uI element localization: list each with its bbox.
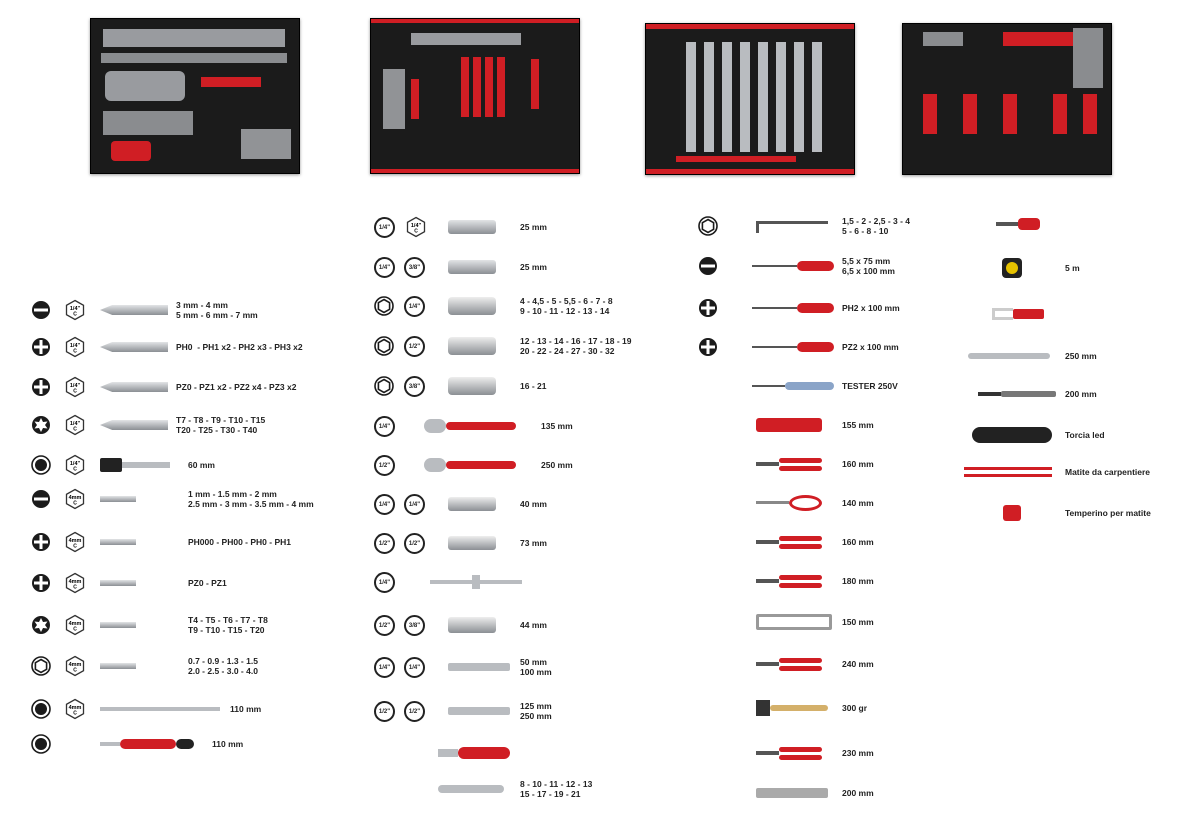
tester-icon (752, 376, 834, 396)
phillips-icon (31, 337, 51, 357)
drive-size-badge: 1/2" (404, 701, 425, 722)
reducer-icon (448, 615, 496, 635)
spec-label: PZ0 - PZ1 x2 - PZ2 x4 - PZ3 x2 (176, 382, 297, 392)
allen-icon (756, 216, 828, 236)
drive-size-badge (64, 531, 86, 553)
spec-label: 60 mm (188, 460, 215, 470)
drive-size-badge (64, 698, 86, 720)
drive-size-badge: 1/4" (374, 494, 395, 515)
slotted-icon (698, 256, 718, 276)
handle-icon (100, 734, 196, 754)
tool-part (448, 617, 496, 633)
tool-part (448, 260, 496, 274)
tool-part (779, 747, 822, 752)
fork-icon (992, 304, 1044, 324)
spec-label: 25 mm (520, 262, 547, 272)
tool-part (448, 707, 510, 715)
spec-label: 300 gr (842, 703, 868, 713)
spec-label: TESTER 250V (842, 381, 898, 391)
spec-label: 3 mm - 4 mm 5 mm - 6 mm - 7 mm (176, 300, 258, 320)
svg-text:1/4": 1/4" (69, 421, 81, 427)
spec-label: 200 mm (842, 788, 874, 798)
screwdriver-icon (752, 298, 834, 318)
tool-part (176, 739, 194, 749)
hammer-icon (756, 698, 828, 718)
svg-text:C: C (73, 500, 77, 507)
tool-part (756, 501, 789, 504)
tool-part (779, 544, 822, 549)
tool-part (756, 662, 779, 666)
spec-label: PZ0 - PZ1 (188, 578, 227, 588)
bit-icon (100, 300, 168, 320)
tool-part (1018, 218, 1040, 230)
spec-label: 0.7 - 0.9 - 1.3 - 1.5 2.0 - 2.5 - 3.0 - 4.0 (188, 656, 258, 676)
pliers-icon (756, 654, 822, 674)
tool-part (797, 303, 834, 313)
adapter-icon (448, 217, 496, 237)
svg-text:4mm: 4mm (68, 579, 82, 585)
spec-label: 4 - 4,5 - 5 - 5,5 - 6 - 7 - 8 9 - 10 - 11 - 12 - 13 - 14 (520, 296, 613, 316)
extbar-icon (448, 657, 510, 677)
drive-size-badge (64, 336, 86, 358)
drive-size-badge: 3/8" (404, 615, 425, 636)
svg-text:C: C (73, 667, 77, 674)
tool-part (756, 788, 828, 798)
spec-label: 135 mm (541, 421, 573, 431)
svg-text:C: C (414, 228, 418, 235)
spec-label: 240 mm (842, 659, 874, 669)
drive-size-badge: 1/2" (374, 615, 395, 636)
tool-part (448, 663, 510, 671)
tool-part (448, 377, 496, 395)
pozidriv-icon (31, 377, 51, 397)
tool-part (779, 458, 822, 463)
tool-part (100, 458, 122, 472)
spec-label: 1 mm - 1.5 mm - 2 mm 2.5 mm - 3 mm - 3.5 mm - 4 mm (188, 489, 314, 509)
spec-label: 250 mm (541, 460, 573, 470)
drive-size-badge: 1/4" (374, 657, 395, 678)
tool-part (779, 658, 822, 663)
circlip-pliers-icon (996, 214, 1040, 234)
spec-label: 200 mm (1065, 389, 1097, 399)
spec-label: 8 - 10 - 11 - 12 - 13 15 - 17 - 19 - 21 (520, 779, 593, 799)
tool-part (458, 747, 510, 759)
tool-part (448, 536, 496, 550)
drive-size-badge: 1/2" (374, 701, 395, 722)
pozidriv-icon (698, 337, 718, 357)
tool-part (448, 220, 496, 234)
drive-size-badge (64, 414, 86, 436)
drive-size-badge: 1/4" (374, 257, 395, 278)
holder-icon (100, 455, 170, 475)
ujoint-icon (448, 494, 496, 514)
tool-part (448, 297, 496, 315)
tool-part (964, 474, 1052, 477)
hex-icon (374, 336, 394, 356)
spec-label: 150 mm (842, 617, 874, 627)
spec-label: 110 mm (212, 739, 244, 749)
svg-text:1/4": 1/4" (69, 343, 81, 349)
torx-icon (31, 615, 51, 635)
tool-part (448, 497, 496, 511)
tool-part (1001, 391, 1056, 397)
tool-part (779, 666, 822, 671)
drive-size-badge: 1/4" (374, 217, 395, 238)
tool-part (446, 422, 516, 430)
tool-part (756, 540, 779, 544)
ratchet-icon (424, 416, 516, 436)
drive-size-badge: 1/4" (404, 657, 425, 678)
pliers-icon (756, 571, 822, 591)
tool-part (100, 539, 136, 545)
tool-part (797, 342, 834, 352)
tool-part (100, 382, 168, 392)
svg-text:4mm: 4mm (68, 538, 82, 544)
extension-icon (100, 699, 220, 719)
hacksaw-icon (756, 612, 832, 632)
photo-wrenches-tray (645, 23, 855, 175)
svg-text:C: C (73, 466, 77, 473)
hex-icon (374, 376, 394, 396)
spec-label: PH2 x 100 mm (842, 303, 900, 313)
phillips-icon (31, 532, 51, 552)
drive-size-badge (64, 614, 86, 636)
drive-size-badge: 1/4" (374, 416, 395, 437)
svg-text:4mm: 4mm (68, 495, 82, 501)
spec-label: Matite da carpentiere (1065, 467, 1151, 477)
tool-part (756, 221, 759, 233)
tool-part (779, 536, 822, 541)
scissors-icon (756, 493, 822, 513)
ujoint-icon (448, 533, 496, 553)
spec-label: 125 mm 250 mm (520, 701, 552, 721)
minibit-icon (100, 532, 136, 552)
svg-text:C: C (73, 348, 77, 355)
ratchet-icon (424, 455, 516, 475)
drive-size-badge: 1/2" (404, 533, 425, 554)
drive-size-badge: 1/4" (374, 572, 395, 593)
tape-icon (1002, 258, 1022, 278)
spec-label: 180 mm (842, 576, 874, 586)
drive-size-badge (64, 299, 86, 321)
svg-text:4mm: 4mm (68, 705, 82, 711)
driver-handle-icon (438, 743, 510, 763)
tool-part (100, 342, 168, 352)
tool-part (1003, 505, 1021, 521)
tool-part (996, 222, 1018, 226)
minibit-icon (100, 656, 136, 676)
svg-text:C: C (73, 388, 77, 395)
svg-text:4mm: 4mm (68, 621, 82, 627)
screwdriver-icon (752, 337, 834, 357)
bit-icon (100, 337, 168, 357)
tool-part (968, 353, 1050, 359)
tool-part (992, 308, 1013, 320)
4mm-drive-icon (31, 734, 51, 754)
spec-label: PH0 - PH1 x2 - PH2 x3 - PH3 x2 (176, 342, 303, 352)
bit-icon (100, 415, 168, 435)
spec-label: 50 mm 100 mm (520, 657, 552, 677)
tool-part (752, 307, 797, 309)
drive-size-badge (64, 572, 86, 594)
torx-icon (31, 415, 51, 435)
tool-part (785, 382, 834, 390)
drive-size-badge: 1/2" (374, 455, 395, 476)
tool-part (752, 385, 785, 387)
spec-label: Torcia led (1065, 430, 1105, 440)
spec-label: 40 mm (520, 499, 547, 509)
spec-label: 5,5 x 75 mm 6,5 x 100 mm (842, 256, 895, 276)
tbar-icon (430, 572, 522, 592)
tool-part (120, 739, 176, 749)
drive-size-badge: 1/4" (404, 296, 425, 317)
spec-label: PZ2 x 100 mm (842, 342, 899, 352)
adapter-icon (448, 257, 496, 277)
tool-part (972, 427, 1052, 443)
spec-label: Temperino per matite (1065, 508, 1151, 518)
tool-part (100, 305, 168, 315)
pozidriv-icon (31, 573, 51, 593)
tool-part (756, 579, 779, 583)
spec-label: 250 mm (1065, 351, 1097, 361)
tool-part (100, 622, 136, 628)
tool-part (122, 462, 170, 468)
spec-label: 16 - 21 (520, 381, 547, 391)
slotted-icon (31, 489, 51, 509)
spec-label: PH000 - PH00 - PH0 - PH1 (188, 537, 291, 547)
tool-part (756, 614, 832, 630)
sharpener-icon (990, 503, 1034, 523)
4mm-drive-icon (31, 699, 51, 719)
minibit-icon (100, 615, 136, 635)
extbar-icon (448, 701, 510, 721)
drive-size-badge: 1/2" (374, 533, 395, 554)
drive-size-badge (64, 488, 86, 510)
svg-text:1/4": 1/4" (69, 306, 81, 312)
spec-label: 12 - 13 - 14 - 16 - 17 - 18 - 19 20 - 22 - 24 - 27 - 30 - 32 (520, 336, 632, 356)
photo-screwdrivers-tray (370, 18, 580, 174)
socket-icon (448, 376, 496, 396)
slotted-icon (31, 300, 51, 320)
tool-part (100, 580, 136, 586)
pencils-icon (964, 462, 1052, 482)
svg-text:C: C (73, 584, 77, 591)
tool-part (978, 392, 1001, 396)
svg-text:1/4": 1/4" (410, 223, 422, 229)
tool-part (779, 583, 822, 588)
svg-text:C: C (73, 426, 77, 433)
spec-label: T4 - T5 - T6 - T7 - T8 T9 - T10 - T15 - T20 (188, 615, 268, 635)
spec-label: 73 mm (520, 538, 547, 548)
spec-label: 160 mm (842, 459, 874, 469)
drive-size-badge (64, 655, 86, 677)
pliers-icon (756, 743, 822, 763)
spec-label: 140 mm (842, 498, 874, 508)
tool-part (779, 466, 822, 471)
tool-part (100, 496, 136, 502)
quarter-drive-icon (31, 455, 51, 475)
socket-icon (448, 336, 496, 356)
drive-size-badge: 3/8" (404, 376, 425, 397)
spec-label: 5 m (1065, 263, 1080, 273)
file-icon (978, 384, 1056, 404)
tool-part (1013, 309, 1044, 319)
combo-wrench-icon (438, 779, 504, 799)
tool-part (100, 420, 168, 430)
photo-pliers-tray (902, 23, 1112, 175)
torch-icon (972, 425, 1052, 445)
svg-text:4mm: 4mm (68, 662, 82, 668)
tool-part (438, 785, 504, 793)
hex-icon (31, 656, 51, 676)
drive-size-badge (64, 454, 86, 476)
svg-text:C: C (73, 311, 77, 318)
tool-part (752, 265, 797, 267)
spec-label: 160 mm (842, 537, 874, 547)
tool-part (1006, 262, 1018, 274)
svg-text:1/4": 1/4" (69, 383, 81, 389)
minibit-icon (100, 489, 136, 509)
tool-part (100, 742, 120, 746)
pliers-icon (756, 532, 822, 552)
tool-part (756, 418, 822, 432)
spec-label: 230 mm (842, 748, 874, 758)
svg-text:1/4": 1/4" (69, 461, 81, 467)
drive-size-badge: 1/2" (404, 336, 425, 357)
cutter-icon (756, 415, 822, 435)
tool-part (446, 461, 516, 469)
bit-icon (100, 377, 168, 397)
tool-part (770, 705, 828, 711)
tool-part (472, 575, 480, 589)
svg-text:C: C (73, 626, 77, 633)
socket-icon (448, 296, 496, 316)
hex-icon (374, 296, 394, 316)
tool-part (100, 663, 136, 669)
spec-label: 110 mm (230, 704, 262, 714)
tool-part (424, 458, 446, 472)
spec-label: 1,5 - 2 - 2,5 - 3 - 4 5 - 6 - 8 - 10 (842, 216, 911, 236)
tool-part (100, 707, 220, 711)
hex-icon (698, 216, 718, 236)
tool-part (756, 221, 828, 224)
tool-part (756, 700, 770, 716)
minibit-icon (100, 573, 136, 593)
svg-text:C: C (73, 710, 77, 717)
spec-label: 44 mm (520, 620, 547, 630)
tool-part (424, 419, 446, 433)
tool-part (752, 346, 797, 348)
spec-label: 25 mm (520, 222, 547, 232)
drive-size-badge (405, 216, 427, 238)
tool-part (789, 495, 822, 511)
spec-label: T7 - T8 - T9 - T10 - T15 T20 - T25 - T30 - T40 (176, 415, 266, 435)
level-icon (756, 783, 828, 803)
drive-size-badge: 1/4" (404, 494, 425, 515)
tool-part (797, 261, 834, 271)
tool-part (448, 337, 496, 355)
tool-part (756, 462, 779, 466)
photo-bits-sockets-tray (90, 18, 300, 174)
phillips-icon (698, 298, 718, 318)
adjustable-icon (968, 346, 1050, 366)
tool-part (779, 575, 822, 580)
svg-text:C: C (73, 543, 77, 550)
tool-part (964, 467, 1052, 470)
spec-label: 155 mm (842, 420, 874, 430)
tool-part (438, 749, 458, 757)
tool-part (756, 751, 779, 755)
drive-size-badge: 3/8" (404, 257, 425, 278)
drive-size-badge (64, 376, 86, 398)
screwdriver-icon (752, 256, 834, 276)
pliers-icon (756, 454, 822, 474)
tool-part (779, 755, 822, 760)
